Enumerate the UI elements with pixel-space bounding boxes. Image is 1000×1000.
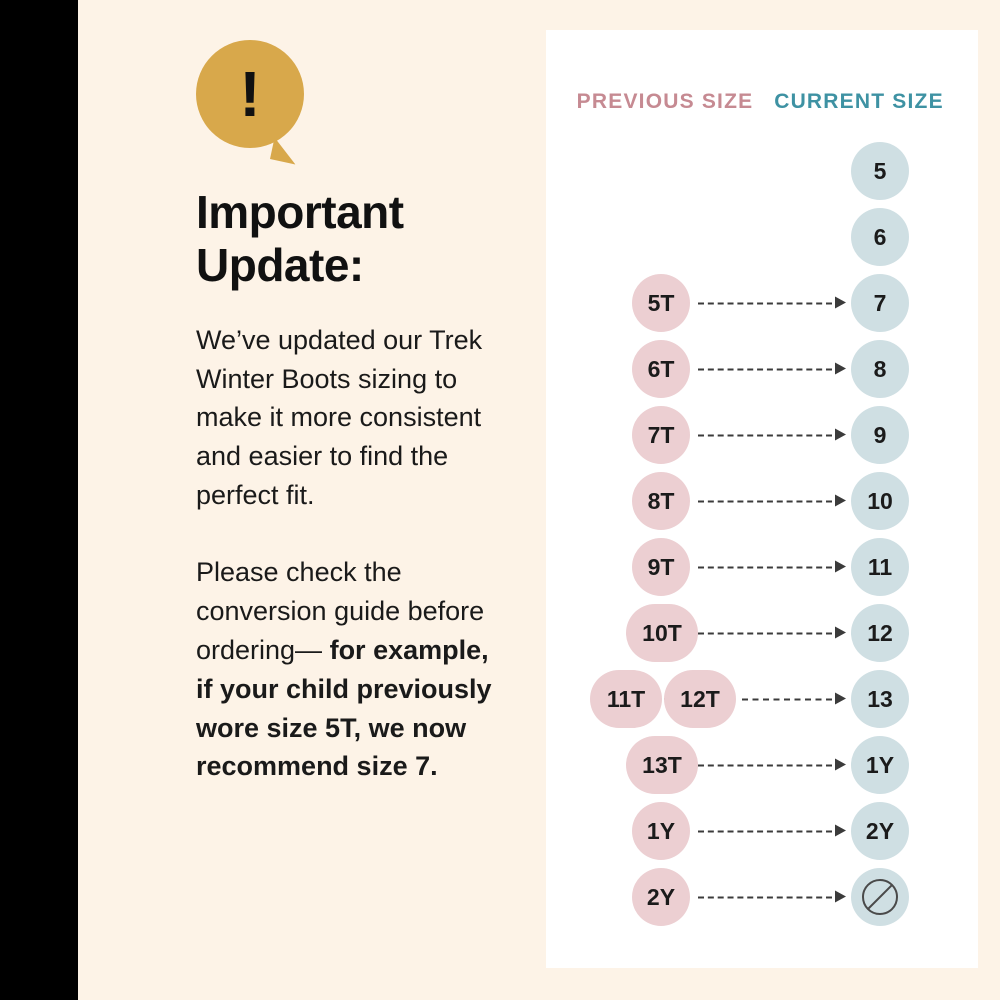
previous-size-pill: 5T [632,274,690,332]
guidance-lead-text: Please check the conversion guide before ordering— [196,557,485,665]
previous-size-pill: 1Y [632,802,690,860]
current-size-pill: 12 [851,604,909,662]
previous-size-pill: 2Y [632,868,690,926]
cream-panel [78,0,1000,1000]
conversion-arrow-icon [698,567,846,568]
previous-size-pill: 8T [632,472,690,530]
intro-paragraph: We’ve updated our Trek Winter Boots sizing to make it more consistent and easier to find the perfect fit. [196,324,483,511]
current-size-pill: 5 [851,142,909,200]
previous-size-pill: 7T [632,406,690,464]
table-row [546,204,978,270]
table-row [546,138,978,204]
previous-size-pill: 13T [626,736,698,794]
conversion-arrow-icon [698,501,846,502]
guidance-paragraph [196,553,511,786]
previous-size-pill: 6T [632,340,690,398]
current-size-pill: 10 [851,472,909,530]
conversion-arrow-icon [742,699,846,700]
conversion-arrow-icon [698,435,846,436]
table-row [546,732,978,798]
table-row [546,864,978,930]
table-row [546,534,978,600]
conversion-arrow-icon [698,633,846,634]
left-content-column [196,40,516,786]
table-row [546,270,978,336]
conversion-arrow-icon [698,765,846,766]
current-size-pill: 8 [851,340,909,398]
size-conversion-card [546,30,978,968]
exclamation-icon: ! [239,58,261,130]
previous-size-pill: 11T [590,670,662,728]
page-title [196,186,516,293]
table-row [546,798,978,864]
no-equivalent-icon [851,868,909,926]
previous-size-pill: 9T [632,538,690,596]
table-row [546,468,978,534]
current-size-pill: 7 [851,274,909,332]
table-row [546,600,978,666]
current-size-pill: 6 [851,208,909,266]
conversion-rows [546,138,978,930]
current-size-pill: 13 [851,670,909,728]
conversion-arrow-icon [698,831,846,832]
alert-badge [196,40,304,148]
table-row [546,336,978,402]
page-title-text: Important Update: [196,186,404,292]
column-header-previous-size: PREVIOUS SIZE [576,90,754,113]
current-size-pill: 11 [851,538,909,596]
table-row [546,666,978,732]
conversion-arrow-icon [698,897,846,898]
previous-size-pill: 10T [626,604,698,662]
conversion-arrow-icon [698,369,846,370]
current-size-pill: 1Y [851,736,909,794]
table-row [546,402,978,468]
conversion-arrow-icon [698,303,846,304]
previous-size-pill-secondary: 12T [664,670,736,728]
column-header-current-size: CURRENT SIZE [774,90,944,113]
current-size-pill: 2Y [851,802,909,860]
current-size-pill: 9 [851,406,909,464]
guidance-emphasis-text: for example, if your child previously wore size 5T, we now recommend size 7. [196,634,492,782]
